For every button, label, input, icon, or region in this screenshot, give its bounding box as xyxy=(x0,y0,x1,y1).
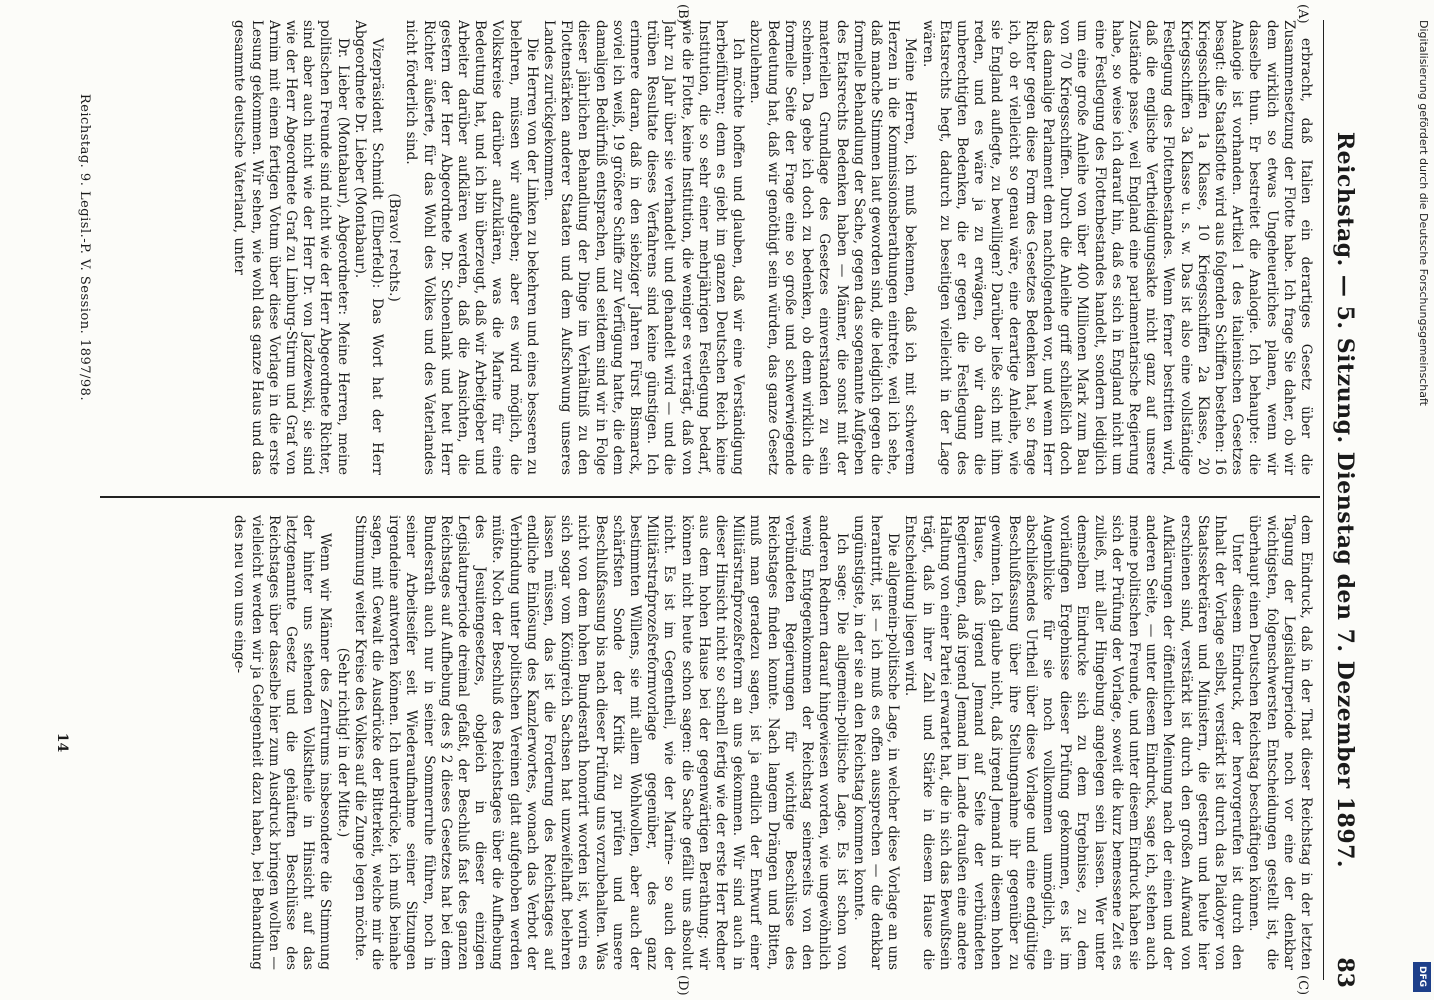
digitization-stamp xyxy=(1410,0,1434,1000)
paragraph: Ich möchte hoffen und glauben, daß wir eine Verständigung herbeiführen; denn es giebt im ganzen Deutschen Reich keine Institution, die so sehr einer mehrjährigen Festlegung bedarf, wie die Flotte, keine Institution, die weniger es verträgt, daß von Jahr zu Jahr über sie verhandelt und gehandelt wird — und die trüben Resultate dieses Verfahrens sind keine günstigen. Ich erinnere daran, daß in den siebziger Jahren Fürst Bismarck, soviel ich weiß, 19 größere Schiffe zur Verfügung hatte, die dem damaligen Bedürfniß entsprachen, und seitdem sind wir in Folge dieser jährlichen Behandlung der Dinge im Verhältniß zu den Flottenstärken anderer Staaten und dem Aufschwung unseres Landes zurückgekommen. xyxy=(541,20,747,475)
margin-marker-b: (B) xyxy=(675,4,690,24)
speaker-paragraph: Dr. Lieber (Montabaur), Abgeordneter: Meine Herren, meine politischen Freunde sind nicht wie der Herr Abgeordnete Richter, sind aber auch nicht wie der Herr Dr. von Jazdzewski, sie sind wie der Herr Abgeordnete Graf zu Limburg-Stirum und Graf von Arnim mit einem fertigen Votum über diese Vorlage in die erste Lesung gekommen. Wir sehen, wie wohl das ganze Haus und das gesammte deutsche Vaterland, unter xyxy=(231,20,351,475)
left-column xyxy=(94,20,1314,475)
running-title: Reichstag. — 5. Sitzung. Dienstag den 7. Dezember 1897. xyxy=(1332,131,1358,869)
dfg-logo: DFG xyxy=(1413,962,1431,992)
paragraph: Ich sage: Die allgemein-politische Lage. Es ist schon von anderen Rednern darauf hingewiesen worden, wie ungewöhnlich wenig Entgegenkommen der Reichstag seinerseits von den verbündeten Regierungen für wichtige Beschlüsse des Reichstages finden konnte. Nach langem Drängen und Bitten, muß man geradezu sagen, ist ja endlich der Entwurf einer Militärstrafprozeßreform an uns gekommen. Wir sind auch in dieser Hinsicht nicht so schnell fertig wie der erste Herr Redner aus dem hohen Hause bei der gegenwärtigen Berathung; wir können nicht heute schon sagen: die Sache gefällt uns absolut nicht. Es ist im Gegentheil, wie der Marine- so auch der Militärstrafprozeßreformvorlage gegenüber, des ganz bestimmten Willens, sie mit allem Wohlwollen, aber auch der schärfsten Sonde der Kritik zu prüfen und unsere Beschlußfassung bis nach dieser Prüfung uns vorzubehalten. Was nicht von dem hohen Bundesrath honorirt worden ist, worin es sich sogar vom Königreich Sachsen hat unzweifelhaft belehren lassen müssen, das ist die Forderung des Reichstages auf endliche Einlösung des Kanzlerwortes, wonach das Verbot der Verbindung unter politischen Vereinen glatt aufgehoben werden müßte. Noch der Beschluß des Reichstages über die Aufhebung des Jesuitengesetzes, obgleich in dieser einzigen Legislaturperiode dreimal gefaßt, der Beschluß fast des ganzen Reichstages auf Aufhebung des § 2 dieses Gesetzes hat bei dem Bundesrath auch nur in seiner Sommerruhe führen, noch in seiner Arbeitseifer seit Wiederaufnahme seiner Sitzungen irgendeine antworten können. Ich unterdrücke, ich muß beinahe sagen, mit Gewalt die Ausdrücke der Bitterkeit, welche mir die Stimmung weiter Kreise des Volkes auf die Zunge legen möchte. xyxy=(351,515,850,970)
paragraph: Die Herren von der Linken zu bekehren und eines besseren zu belehren, müssen wir aufgeben; aber es wird möglich, die Volkskreise darüber aufzuklären, was die Marine für eine Bedeutung hat, und ich bin überzeugt, daß wir Arbeitgeber und Arbeiter darüber aufklären werden, daß die Ansichten, die gestern der Herr Abgeordnete Dr. Schoenlank und heut Herr Richter äußerte, für das Wohl des Volkes und des Vaterlandes nicht förderlich sind. xyxy=(403,20,540,475)
margin-marker-d: (D) xyxy=(675,975,690,996)
page-number: 83 xyxy=(1332,957,1358,988)
interjection: (Bravo! rechts.) xyxy=(386,193,403,302)
header-rule xyxy=(1323,20,1324,980)
sheet-number: 14 xyxy=(54,732,70,753)
interjection: (Sehr richtig! in der Mitte.) xyxy=(334,647,351,838)
paragraph: dem Eindruck, daß in der That dieser Reichstag in der letzten Tagung der Legislaturperiode noch vor eine der denkbar wichtigsten, folgenschwersten Entscheidungen gestellt ist, die überhaupt einen Deutschen Reichstag beschäftigen können. xyxy=(1246,515,1314,970)
margin-marker-a: (A) xyxy=(1295,4,1310,24)
paragraph: erbracht, daß Italien ein derartiges Gesetz über die Zusammensetzung der Flotte habe. Ich frage Sie daher, ob wir dem wirklich so etwas Ungeheuerliches planen, wenn wir dasselbe thun. Er bestreitet die Analogie. Ich behaupte: die Analogie ist vorhanden. Artikel 1 des italienischen Gesetzes besagt: die Staatsflotte wird aus folgenden Schiffen bestehen: 16 Kriegsschiffen 1a Klasse, 10 Kriegsschiffen 2a Klasse, 20 Kriegsschiffen 3a Klasse u. s. w. Das ist also eine vollständige Festlegung des Flottenbestandes. Wenn ferner bestritten wird, daß die englische Vertheidigungsakte nicht ganz auf unsere Zustände passe, weil England eine parlamentarische Regierung habe, so weise ich darauf hin, daß es sich in England nicht um eine Festlegung des Flottenbestandes handelt, sondern lediglich um eine große Anleihe von über 400 Millionen Mark zum Bau von 70 Kriegsschiffen. Durch die Anleihe griff schließlich doch das damalige Parlament dem nachfolgenden vor, und wenn Herr Richter gegen diese Form des Gesetzes Bedenken hat, so frage ich, ob er vielleicht so genau wäre, eine derartige Anleihe, wie sie England auflegte, zu bewilligen? Darüber ließe sich mit ihm reden, und es wäre ja zu erwägen, ob wir dann die unberechtigten Bedenken, die er gegen die Festlegung des Etatsrechts hegt, dadurch zu beseitigen vielleicht in der Lage wären. xyxy=(919,20,1314,475)
column-rule xyxy=(100,496,1320,498)
funding-note: Digitalisierung gefördert durch die Deutsche Forschungsgemeinschaft xyxy=(1417,20,1430,406)
paragraph: Unter diesem Eindruck, der hervorgerufen ist durch den Inhalt der Vorlage selbst, verstärkt ist durch das Plaidoyer von Staatssekretären und Ministern, die gestern und heute hier erschienen sind, verstärkt ist durch den großen Aufwand von Aufklärungen der öffentlichen Meinung nach der einen und der anderen Seite, — unter diesem Eindruck, sage ich, stehen auch meine politischen Freunde, und unter diesem Eindruck haben sie sich der Prüfung der Vorlage, soweit die kurz bemessene Zeit es zuließ, mit aller Hingebung angelegen sein lassen. Wer unter demselben Eindrucke sich zu dem Ergebnisse, zu dem vorläufigen Ergebnisse dieser Prüfung gekommen, es ist im Augenblicke für sie noch vollkommen unmöglich, ein abschließendes Urtheil über diese Vorlage und eine endgültige Beschlußfassung über ihre Stellungnahme ihr gegenüber zu gewinnen. Ich glaube nicht, daß irgend Jemand in diesem hohen Hause, daß irgend Jemand auf Seite der verbündeten Regierungen, daß irgend Jemand im Lande draußen eine andere Haltung von einer Partei erwartet hat, die in sich das Bewußtsein trägt, daß in ihrer Zahl und Stärke in diesem Hause die Entscheidung liegen wird. xyxy=(902,515,1246,970)
paragraph: Die allgemein-politische Lage, in welcher diese Vorlage an uns herantritt, ist — ich muß es offen aussprechen — die denkbar ungünstigste, in der sie an den Reichstag kommen konnte. xyxy=(850,515,902,970)
right-column xyxy=(94,515,1314,970)
paragraph: Wenn wir Männer des Zentrums insbesondere die Stimmung der hinter uns stehenden Volkstheile in Hinsicht auf das letztgenannte Gesetz und die gehäuften Beschlüsse des Reichstages über dasselbe hier zum Ausdruck bringen wollten — vielleicht werden wir ja Gelegenheit dazu haben, bei Behandlung des neu von uns einge- xyxy=(231,515,334,970)
session-footer: Reichstag. 9. Legisl.-P. V. Session. 1897/98. xyxy=(77,93,92,402)
paragraph: Meine Herren, ich muß bekennen, daß ich mit schwerem Herzen in die Kommissionsberathungen eintrete, weil ich sehe, daß manche Stimmen laut geworden sind, die lediglich gegen die formelle Behandlung der Sache, gegen das sogenannte Aufgeben des Etatsrechts Bedenken haben — Männer, die sonst mit der materiellen Grundlage des Gesetzes einverstanden zu sein scheinen. Da gebe ich doch zu bedenken, ob denn wirklich die formelle Seite der Frage eine so große und schwerwiegende Bedeutung hat, daß wir genöthigt sein würden, das ganze Gesetz abzulehnen. xyxy=(747,20,919,475)
page-header xyxy=(1324,0,1360,1000)
speaker-paragraph: Vizepräsident Schmidt (Elberfeld): Das Wort hat der Herr Abgeordnete Dr. Lieber (Montabaur). xyxy=(351,20,386,475)
margin-marker-c: (C) xyxy=(1295,975,1310,996)
